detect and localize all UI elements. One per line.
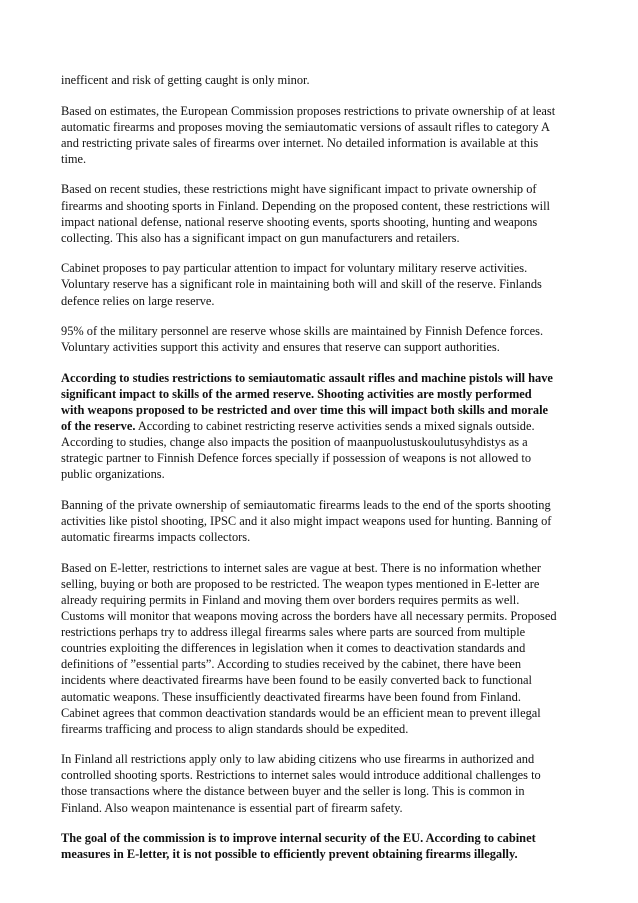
text-run: restrictions perhaps try to address illegal firearms sales where parts are sourced from multiple — [61, 625, 526, 640]
text-run: 95% of the military personnel are reserve whose skills are maintained by Finnish Defence forces. — [61, 324, 544, 339]
text-line — [61, 450, 581, 466]
text-line — [61, 767, 581, 783]
text-line — [61, 560, 581, 576]
text-line — [61, 529, 581, 545]
text-run: countries exploiting the differences in legislation when it comes to deactivation standards and — [61, 641, 526, 656]
text-line — [61, 640, 581, 656]
text-run: selling, buying or both are proposed to be restricted. The weapon types mentioned in E-letter are — [61, 576, 540, 591]
text-run: activities like pistol shooting, IPSC and it also might impact weapons used for hunting. Banning of — [61, 514, 552, 529]
bold-text-run: According to studies restrictions to semiautomatic assault rifles and machine pistols will have — [61, 370, 553, 385]
paragraph — [61, 181, 581, 245]
paragraph — [61, 72, 581, 88]
bold-text-run: significant impact to skills of the armed reserve. Shooting activities are mostly performed — [61, 386, 532, 401]
text-line — [61, 466, 581, 482]
text-line — [61, 608, 581, 624]
text-line — [61, 230, 581, 246]
text-line — [61, 181, 581, 197]
text-run: firearms trafficing and process to align standards should be expedited. — [61, 721, 409, 736]
text-run: Cabinet proposes to pay particular attention to impact for voluntary military reserve activities. — [61, 261, 528, 276]
text-run: Based on recent studies, these restrictions might have significant impact to private ownership of — [61, 182, 537, 197]
text-line — [61, 119, 581, 135]
text-run: Customs will monitor that weapons moving across the borders have all necessary permits. Proposed — [61, 609, 557, 624]
text-line — [61, 592, 581, 608]
text-line — [61, 418, 581, 434]
text-line — [61, 151, 581, 167]
bold-text-run: The goal of the commission is to improve internal security of the EU. According to cabinet — [61, 831, 536, 846]
text-line — [61, 72, 581, 88]
bold-text-run: of the reserve. — [61, 419, 136, 434]
text-run: Voluntary activities support this activity and ensures that reserve can support authorities. — [61, 340, 500, 355]
text-run: Cabinet agrees that common deactivation standards would be an efficient mean to prevent illegal — [61, 705, 541, 720]
text-line — [61, 276, 581, 292]
paragraph — [61, 370, 581, 483]
text-run: controlled shooting sports. Restrictions to internet sales would introduce additional challenges to — [61, 768, 541, 783]
text-run: Voluntary reserve has a significant role in maintaining both will and skill of the reserve. Finlands — [61, 277, 542, 292]
text-line — [61, 260, 581, 276]
text-run: those transactions where the distance between buyer and the seller is long. This is common in — [61, 784, 525, 799]
paragraph — [61, 497, 581, 545]
text-run: automatic firearms and proposes moving the semiautomatic versions of assault rifles to category A — [61, 119, 550, 134]
text-line — [61, 656, 581, 672]
text-line — [61, 339, 581, 355]
text-run: and restricting private sales of firearms over internet. No detailed information is available at this — [61, 135, 539, 150]
text-line — [61, 576, 581, 592]
text-line — [61, 800, 581, 816]
text-line — [61, 689, 581, 705]
text-line — [61, 386, 581, 402]
text-line — [61, 705, 581, 721]
text-run: public organizations. — [61, 467, 165, 482]
paragraph — [61, 751, 581, 815]
text-run: strategic partner to Finnish Defence forces specially if possession of weapons is not allowed to — [61, 451, 532, 466]
text-run: automatic weapons. These insufficiently deactivated firearms have been found from Finland. — [61, 689, 521, 704]
text-run: automatic firearms impacts collectors. — [61, 530, 251, 545]
text-line — [61, 497, 581, 513]
text-line — [61, 846, 581, 862]
bold-text-run: measures in E-letter, it is not possible to efficiently prevent obtaining firearms illegally. — [61, 847, 518, 862]
text-run: inefficent and risk of getting caught is only minor. — [61, 73, 310, 87]
text-line — [61, 198, 581, 214]
text-run: According to studies, change also impacts the position of maanpuolustuskoulutusyhdistys as a — [61, 435, 528, 450]
text-run: definitions of ”essential parts”. According to studies received by the cabinet, there have been — [61, 657, 522, 672]
text-line — [61, 672, 581, 688]
text-run: Banning of the private ownership of semiautomatic firearms leads to the end of the sports shooting — [61, 497, 551, 512]
paragraph — [61, 103, 581, 167]
text-run: incidents where deactivated firearms have been found to be easily converted back to functional — [61, 673, 532, 688]
text-line — [61, 434, 581, 450]
paragraph — [61, 560, 581, 737]
text-run: Finland. Also weapon maintenance is essential part of firearm safety. — [61, 800, 403, 815]
text-line — [61, 624, 581, 640]
text-run: In Finland all restrictions apply only to law abiding citizens who use firearms in authorized and — [61, 752, 535, 767]
text-line — [61, 402, 581, 418]
text-run: According to cabinet restricting reserve activities sends a mixed signals outside. — [135, 419, 535, 434]
paragraph — [61, 260, 581, 308]
text-run: defence relies on large reserve. — [61, 293, 215, 308]
text-line — [61, 370, 581, 386]
text-line — [61, 214, 581, 230]
text-line — [61, 830, 581, 846]
text-line — [61, 323, 581, 339]
paragraph — [61, 830, 581, 862]
text-run: already requiring permits in Finland and moving them over borders requires permits as well. — [61, 592, 520, 607]
document-page — [61, 72, 581, 862]
text-line — [61, 103, 581, 119]
text-line — [61, 135, 581, 151]
text-run: Based on E-letter, restrictions to internet sales are vague at best. There is no information whether — [61, 560, 541, 575]
text-run: firearms and shooting sports in Finland. Depending on the proposed content, these restrictions will — [61, 198, 551, 213]
paragraph — [61, 323, 581, 355]
text-line — [61, 783, 581, 799]
bold-text-run: with weapons proposed to be restricted and over time this will impact both skills and morale — [61, 403, 549, 417]
text-line — [61, 751, 581, 767]
text-line — [61, 513, 581, 529]
text-run: time. — [61, 151, 87, 166]
text-line — [61, 293, 581, 309]
text-run: impact national defense, national reserve shooting events, sports shooting, hunting and weapons — [61, 214, 538, 229]
text-line — [61, 721, 581, 737]
text-run: Based on estimates, the European Commission proposes restrictions to private ownership of at least — [61, 103, 556, 118]
text-run: collecting. This also has a significant impact on gun manufacturers and retailers. — [61, 230, 460, 245]
